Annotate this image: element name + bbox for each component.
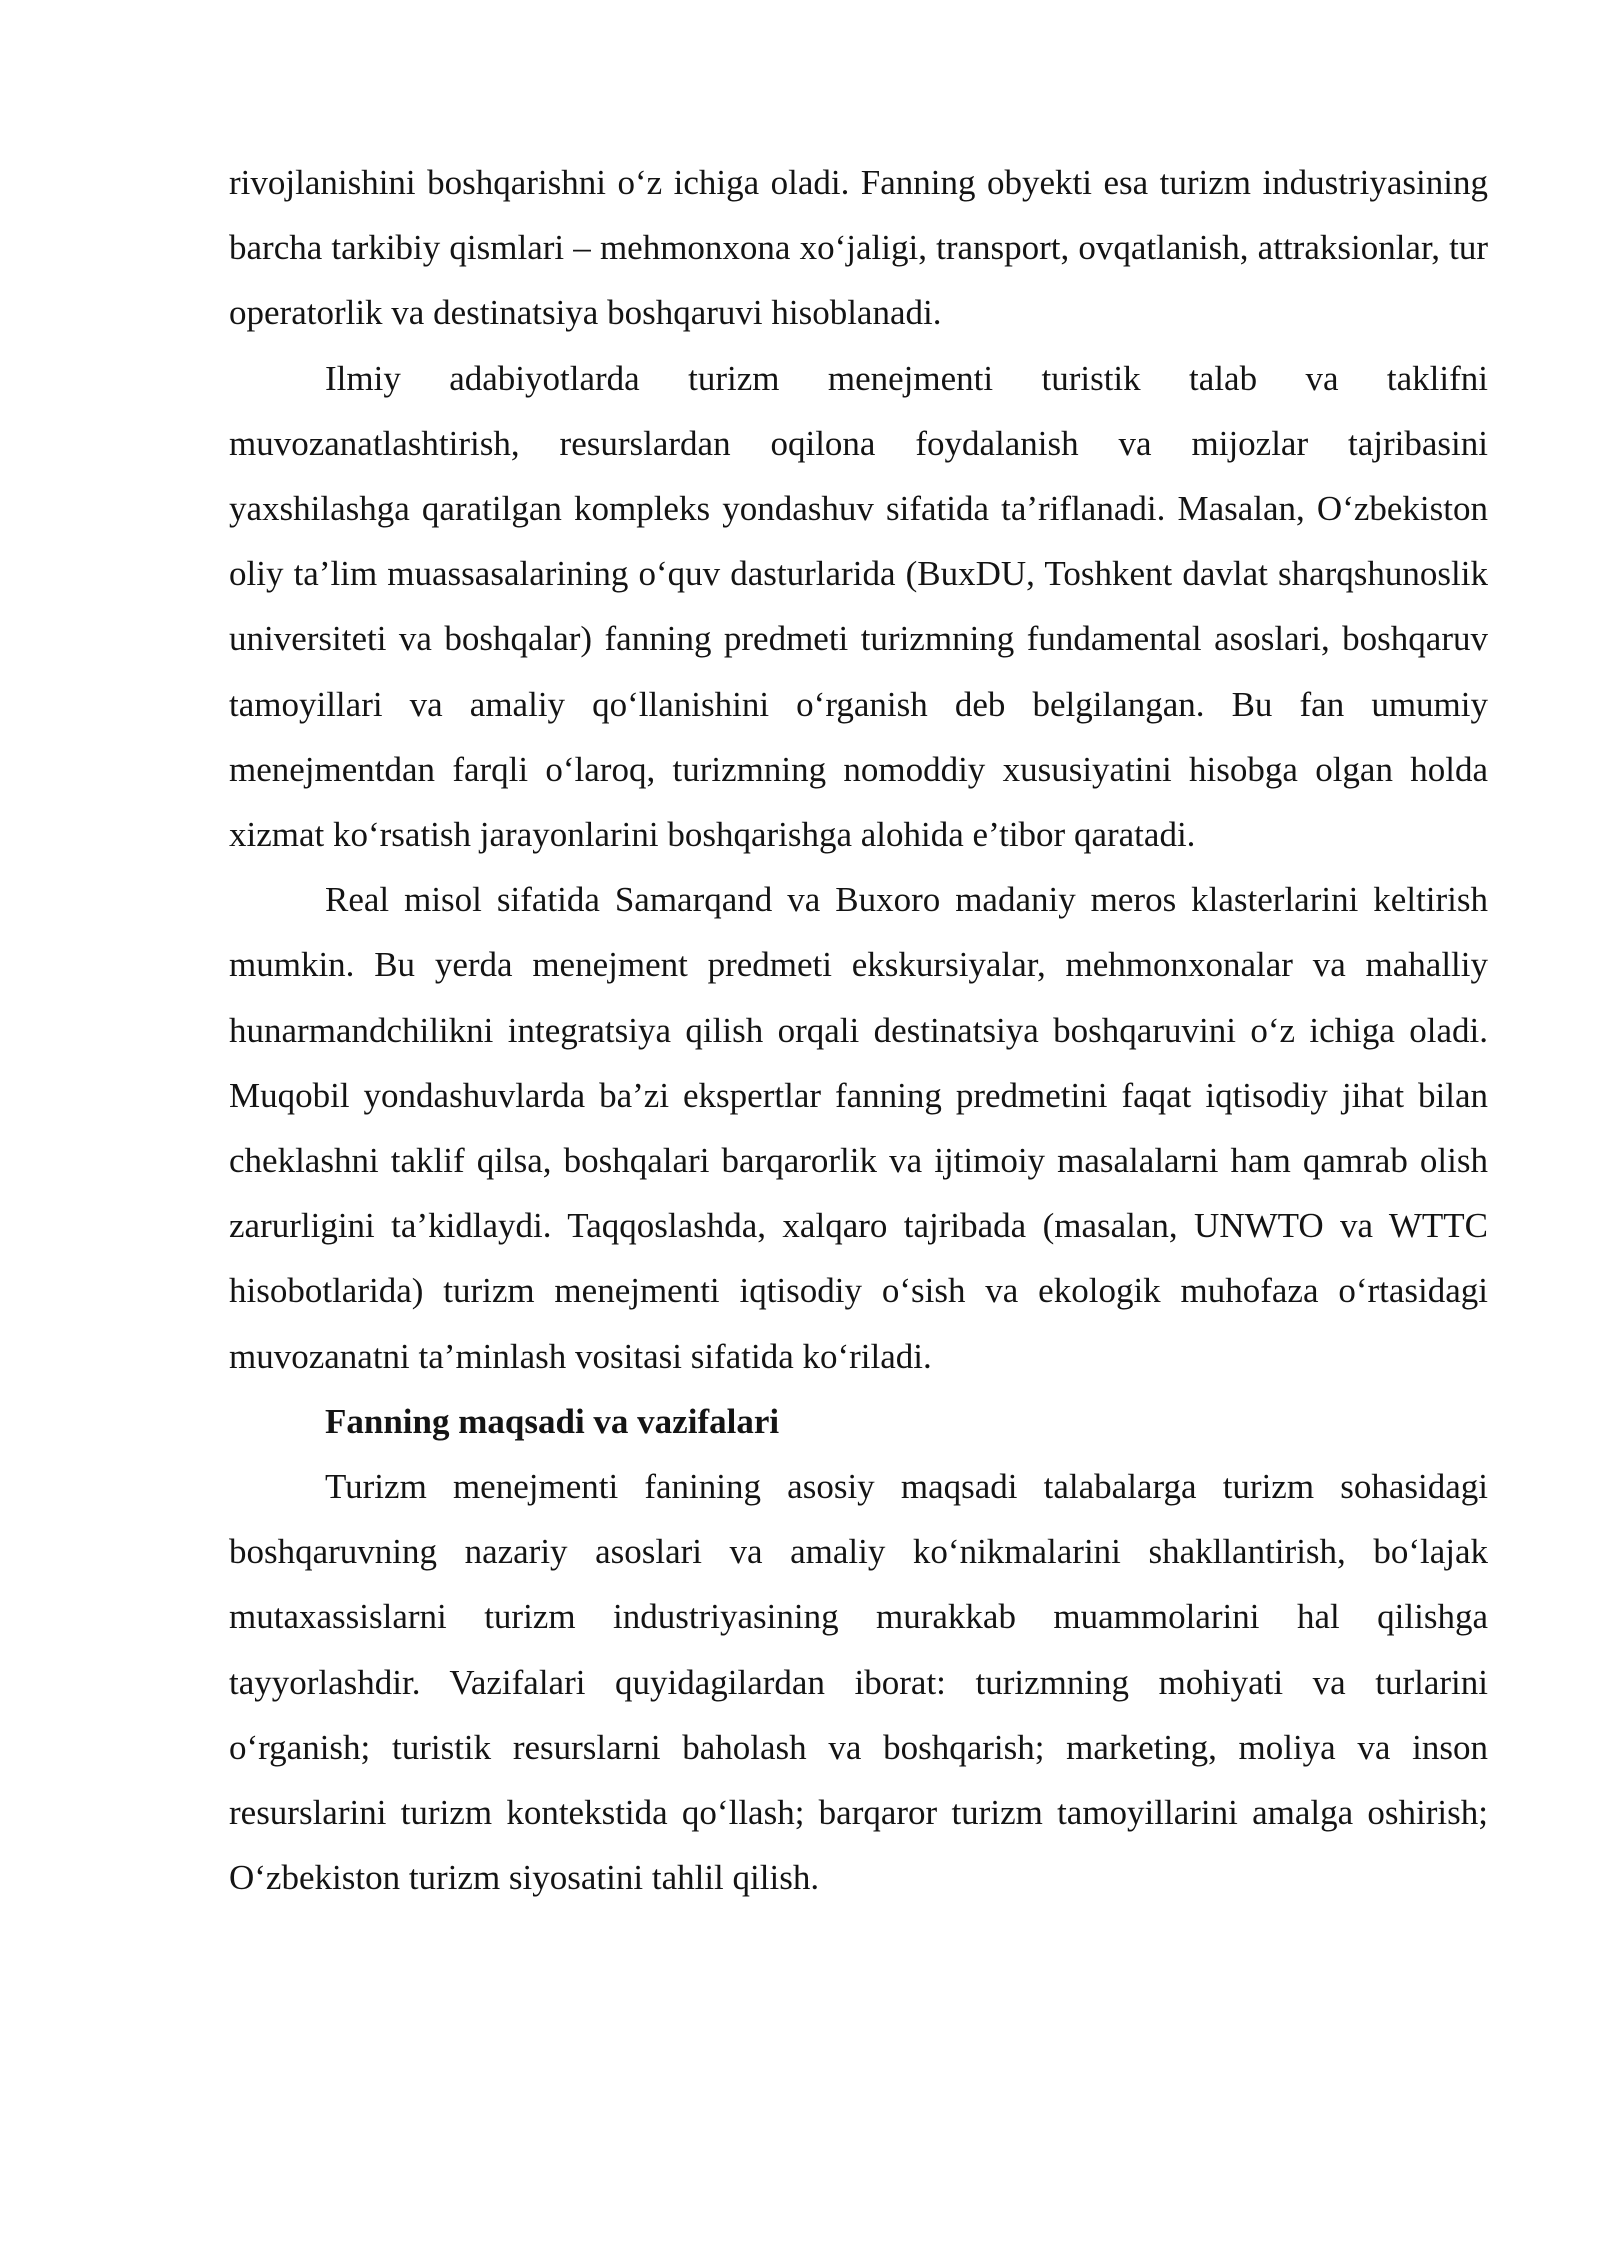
paragraph-continuation: rivojlanishini boshqarishni o‘z ichiga oladi. Fanning obyekti esa turizm industriyasining barcha tarkibiy qismlari – mehmonxona xo‘jaligi, transport, ovqatlanish, attraksionlar, tur operatorlik va destinatsiya boshqaruvi hisoblanadi. bbox=[229, 163, 1488, 333]
paragraph-real-example: Real misol sifatida Samarqand va Buxoro madaniy meros klasterlarini keltirish mumkin. Bu yerda menejment predmeti ekskursiyalar, mehmonxonalar va mahalliy hunarmandchilikni integratsiya qilish orqali destinatsiya boshqaruvini o‘z ichiga oladi. Muqobil yondashuvlarda ba’zi ekspertlar fanning predmetini faqat iqtisodiy jihat bilan cheklashni taklif qilsa, boshqalari barqarorlik va ijtimoiy masalalarni ham qamrab olish zarurligini ta’kidlaydi. Taqqoslashda, xalqaro tajribada (masalan, UNWTO va WTTC hisobotlarida) turizm menejmenti iqtisodiy o‘sish va ekologik muhofaza o‘rtasidagi muvozanatni ta’minlash vositasi sifatida ko‘riladi. bbox=[229, 880, 1488, 1376]
section-heading: Fanning maqsadi va vazifalari bbox=[325, 1401, 780, 1441]
text-column bbox=[229, 150, 1488, 1910]
paragraph-scientific-literature: Ilmiy adabiyotlarda turizm menejmenti turistik talab va taklifni muvozanatlashtirish, resurslardan oqilona foydalanish va mijozlar tajribasini yaxshilashga qaratilgan kompleks yondashuv sifatida ta’riflanadi. Masalan, O‘zbekiston oliy ta’lim muassasalarining o‘quv dasturlarida (BuxDU, Toshkent davlat sharqshunoslik universiteti va boshqalar) fanning predmeti turizmning fundamental asoslari, boshqaruv tamoyillari va amaliy qo‘llanishini o‘rganish deb belgilangan. Bu fan umumiy menejmentdan farqli o‘laroq, turizmning nomoddiy xususiyatini hisobga olgan holda xizmat ko‘rsatish jarayonlarini boshqarishga alohida e’tibor qaratadi. bbox=[229, 358, 1488, 855]
paragraph-goals-and-tasks: Turizm menejmenti fanining asosiy maqsadi talabalarga turizm sohasidagi boshqaruvning nazariy asoslari va amaliy ko‘nikmalarini shakllantirish, bo‘lajak mutaxassislarni turizm industriyasining murakkab muammolarini hal qilishga tayyorlashdir. Vazifalari quyidagilardan iborat: turizmning mohiyati va turlarini o‘rganish; turistik resurslarni baholash va boshqarish; marketing, moliya va inson resurslarini turizm kontekstida qo‘llash; barqaror turizm tamoyillarini amalga oshirish; O‘zbekiston turizm siyosatini tahlil qilish. bbox=[229, 1467, 1488, 1898]
